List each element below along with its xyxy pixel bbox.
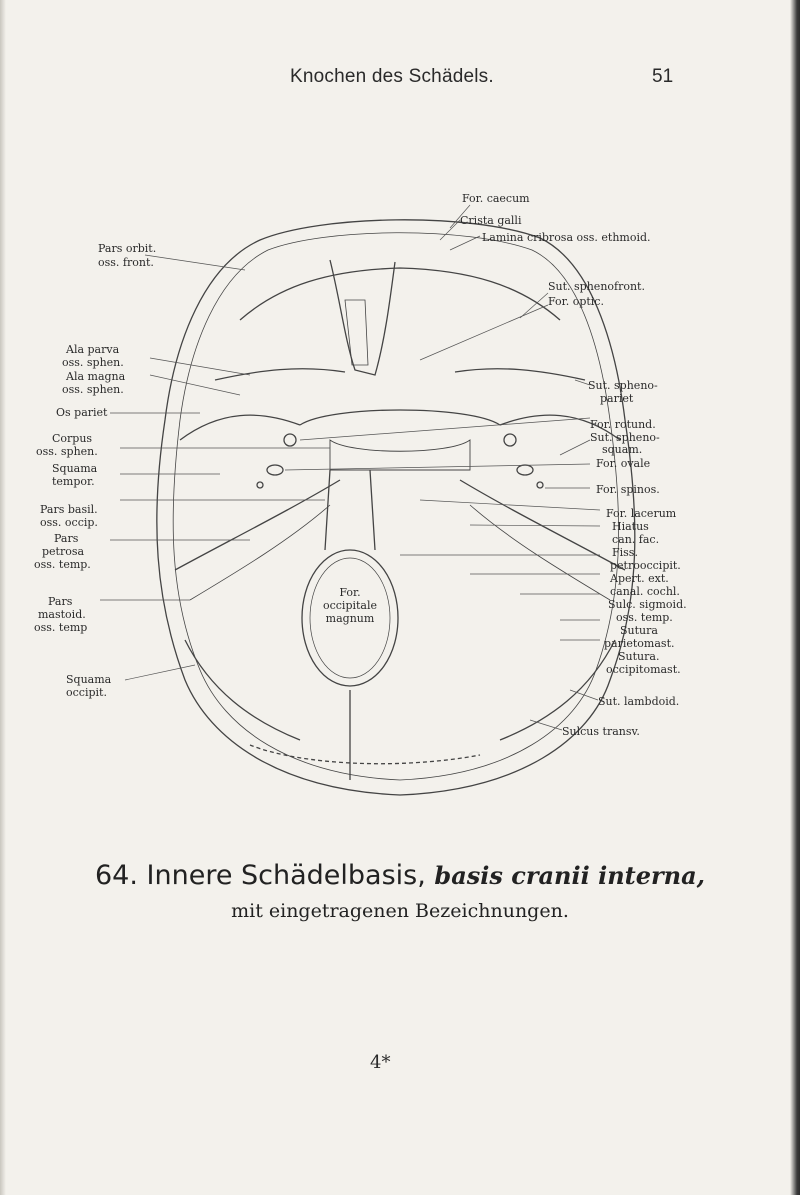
label-pars-petrosa-3: oss. temp.	[34, 558, 91, 571]
sigmoid-sulcus-left	[185, 640, 300, 740]
label-corpus-2: oss. sphen.	[36, 445, 98, 458]
foramen-rotundum-right	[504, 434, 516, 446]
label-squama-tempor-1: Squama	[52, 462, 98, 475]
petrous-ridge-left	[175, 480, 340, 570]
label-ala-magna-2: oss. sphen.	[62, 383, 124, 396]
crista-galli-shape	[330, 260, 395, 375]
label-hiatus-1: Hiatus	[612, 520, 649, 533]
leader-pars-orbit	[145, 255, 245, 270]
leader-crista	[440, 220, 460, 240]
caption-latin: basis cranii interna,	[434, 861, 706, 890]
label-foramen-magnum-2: occipitale	[322, 599, 378, 612]
label-squama-occipit-2: occipit.	[66, 686, 107, 699]
leader-sphenofront	[520, 293, 548, 318]
leader-lamina	[450, 236, 480, 250]
label-for-ovale: For. ovale	[596, 457, 651, 470]
label-pars-petrosa-1: Pars	[54, 532, 79, 545]
label-squama-occipit-1: Squama	[66, 673, 112, 686]
leader-spheno-squam	[560, 440, 590, 455]
figure-caption-title	[0, 860, 800, 891]
label-sut-spheno-squam-1: Sut. spheno-	[590, 431, 660, 444]
foramen-rotundum-left	[284, 434, 296, 446]
label-sut-spheno-pariet-2: pariet	[600, 392, 634, 405]
label-ala-magna-1: Ala magna	[66, 370, 126, 383]
figure-caption-subtitle: mit eingetragenen Bezeichnungen.	[231, 900, 569, 922]
printer-signature-mark: 4*	[370, 1052, 391, 1073]
clivus	[325, 470, 375, 550]
cribriform-plate	[345, 300, 368, 365]
greater-wing-left	[180, 415, 300, 440]
label-crista-galli: Crista galli	[460, 214, 522, 227]
label-hiatus-2: can. fac.	[612, 533, 660, 546]
label-pars-basil-1: Pars basil.	[40, 503, 98, 516]
leader-for-ovale	[285, 464, 590, 470]
leader-hiatus	[470, 525, 600, 526]
label-for-optic: For. optic.	[548, 295, 604, 308]
petrous-left-inner	[190, 505, 330, 600]
label-sut-sphenofront: Sut. sphenofront.	[548, 280, 645, 293]
leader-sulcus-transv	[530, 720, 562, 730]
label-pars-orbit-1: Pars orbit.	[98, 242, 157, 255]
leader-ala-parva	[150, 358, 250, 375]
label-sut-spheno-pariet-1: Sut. spheno-	[588, 379, 658, 392]
label-sulcus-transv: Sulcus transv.	[562, 725, 640, 738]
petrous-right-inner	[470, 505, 610, 600]
label-lamina-cribrosa: Lamina cribrosa oss. ethmoid.	[482, 231, 651, 244]
label-pars-basil-2: oss. occip.	[40, 516, 98, 529]
label-ala-parva-2: oss. sphen.	[62, 356, 124, 369]
label-corpus-1: Corpus	[52, 432, 93, 445]
label-foramen-magnum-3: magnum	[325, 612, 375, 625]
label-apert-1: Apert. ext.	[610, 572, 669, 585]
page-number: 51	[652, 66, 674, 87]
label-fiss-2: petrooccipit.	[610, 559, 681, 572]
running-header-title: Knochen des Schädels.	[290, 66, 494, 87]
label-sut-lambdoid: Sut. lambdoid.	[598, 695, 680, 708]
label-pars-orbit-2: oss. front.	[98, 256, 154, 269]
label-pars-mastoid-3: oss. temp	[34, 621, 88, 634]
figure-labels	[34, 192, 687, 738]
label-squama-tempor-2: tempor.	[52, 475, 95, 488]
label-pars-mastoid-2: mastoid.	[38, 608, 86, 621]
label-for-rotund: For. rotund.	[590, 418, 656, 431]
label-fiss-1: Fiss.	[612, 546, 638, 559]
foramen-spinosum-left	[257, 482, 263, 488]
label-sulc-sigmoid-1: Sulc. sigmoid.	[608, 598, 687, 611]
label-sutura-om-1: Sutura.	[618, 650, 660, 663]
label-sulc-sigmoid-2: oss. temp.	[616, 611, 673, 624]
label-os-pariet: Os pariet	[56, 406, 108, 419]
label-ala-parva-1: Ala parva	[66, 343, 120, 356]
label-sutura-pm-1: Sutura	[620, 624, 658, 637]
label-pars-mastoid-1: Pars	[48, 595, 73, 608]
label-for-caecum: For. caecum	[462, 192, 530, 205]
lesser-wing-left	[215, 369, 345, 380]
lesser-wing-right	[455, 369, 585, 380]
label-for-lacerum: For. lacerum	[606, 507, 677, 520]
label-apert-2: canal. cochl.	[610, 585, 680, 598]
leader-for-optic	[420, 305, 548, 360]
foramen-spinosum-right	[537, 482, 543, 488]
anterior-fossa	[240, 268, 560, 320]
skull-inner-outline	[173, 233, 618, 780]
sella-region	[300, 410, 500, 425]
transverse-sulcus	[250, 745, 480, 764]
label-sutura-om-2: occipitomast.	[606, 663, 681, 676]
sella-turcica	[330, 440, 470, 470]
caption-title: Innere Schädelbasis,	[146, 860, 426, 891]
foramen-ovale-left	[267, 465, 283, 475]
label-sut-spheno-squam-2: squam.	[602, 443, 643, 456]
label-pars-petrosa-2: petrosa	[42, 545, 85, 558]
caption-number: 64.	[94, 860, 138, 891]
leader-for-rotund	[300, 418, 590, 440]
foramen-ovale-right	[517, 465, 533, 475]
label-foramen-magnum-1: For.	[339, 586, 361, 599]
label-sutura-pm-2: parietomast.	[604, 637, 675, 650]
label-for-spinos: For. spinos.	[596, 483, 660, 496]
